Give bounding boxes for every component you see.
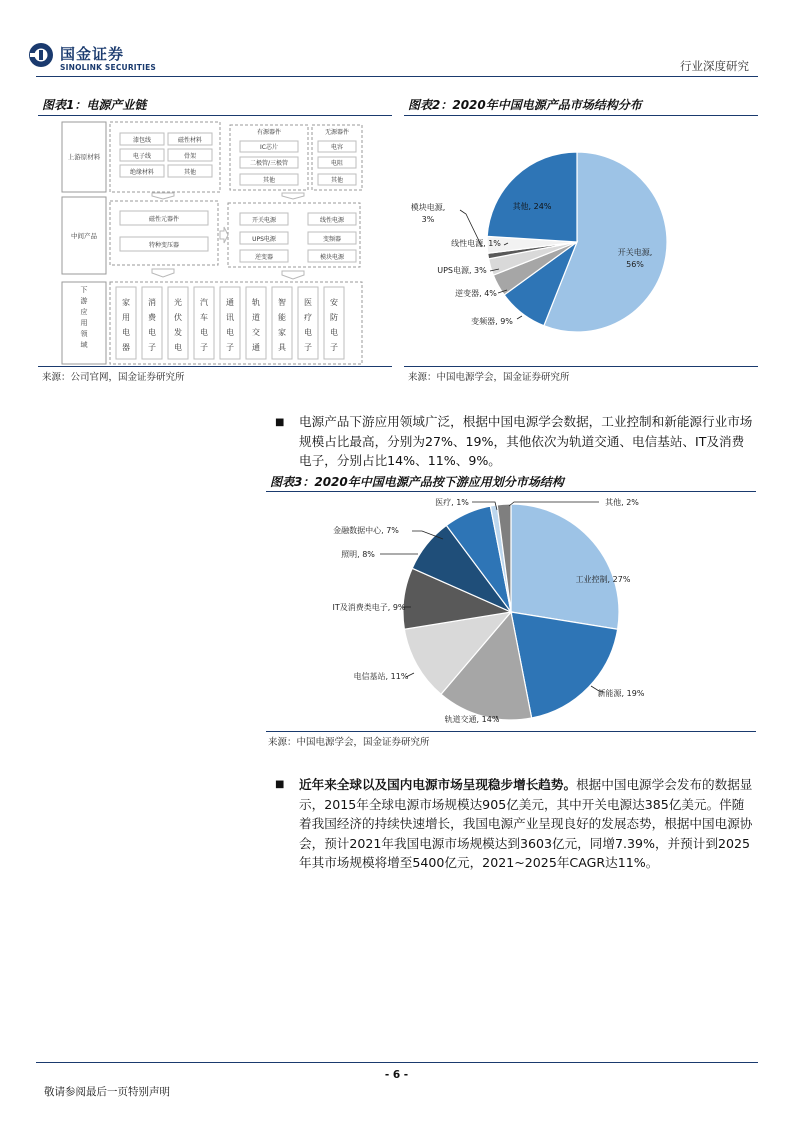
pie-label-switching: 56% bbox=[626, 260, 644, 269]
downstream-char: 智 bbox=[278, 298, 286, 307]
footer-rule bbox=[36, 1062, 758, 1063]
pie-label-telecom: 电信基站, 11% bbox=[353, 672, 409, 681]
pie-label-medical: 医疗, 1% bbox=[435, 498, 469, 507]
pie-slice-industrial-control bbox=[511, 504, 619, 629]
pie-slice-other bbox=[487, 152, 577, 242]
figure2-title: 图表2：2020年中国电源产品市场结构分布 bbox=[408, 98, 642, 112]
pie-label-new-energy: 新能源, 19% bbox=[597, 689, 645, 698]
figure1-source: 来源：公司官网，国金证券研究所 bbox=[42, 372, 185, 383]
pie-label-rail-transit: 轨道交通, 14% bbox=[444, 715, 500, 724]
downstream-char: 通 bbox=[226, 298, 234, 307]
pie-label-lighting: 照明, 8% bbox=[341, 550, 375, 559]
downstream-char: 费 bbox=[148, 313, 156, 322]
downstream-char: 光 bbox=[174, 298, 182, 307]
downstream-char: 电 bbox=[200, 328, 208, 337]
figure3-title-rule bbox=[266, 491, 756, 492]
pie-label-industrial-control: 工业控制, 27% bbox=[575, 575, 631, 584]
active-diode: 二极管/三极管 bbox=[249, 160, 289, 167]
pie-label-ups: UPS电源, 3% bbox=[437, 266, 487, 275]
upstream-label: 上游原材料 bbox=[67, 153, 101, 161]
pie-label-it-consumer: IT及消费类电子, 9% bbox=[332, 603, 406, 612]
midstream-label: 中间产品 bbox=[71, 232, 97, 240]
mid-inverter-freq: 变频器 bbox=[322, 236, 342, 243]
downstream-char: 发 bbox=[174, 328, 182, 337]
downstream-char: 安 bbox=[330, 298, 338, 307]
downstream-char: 通 bbox=[252, 343, 260, 352]
svg-text:用: 用 bbox=[80, 319, 88, 327]
downstream-char: 伏 bbox=[174, 313, 182, 322]
downstream-char: 家 bbox=[122, 298, 130, 307]
bullet-2: ■ bbox=[275, 779, 285, 790]
material-magnetic: 磁性材料 bbox=[177, 137, 203, 144]
downstream-char: 用 bbox=[122, 313, 130, 322]
passive-resistor: 电阻 bbox=[330, 160, 344, 167]
mid-special-transformer: 特种变压器 bbox=[148, 242, 180, 249]
downstream-char: 交 bbox=[252, 328, 260, 337]
downstream-char: 具 bbox=[278, 343, 286, 352]
svg-text:游: 游 bbox=[80, 297, 88, 305]
downstream-char: 医 bbox=[304, 298, 312, 307]
downstream-char: 电 bbox=[148, 328, 156, 337]
svg-text:下: 下 bbox=[80, 286, 88, 294]
figure2-source: 来源：中国电源学会，国金证券研究所 bbox=[408, 372, 570, 383]
paragraph-2 bbox=[299, 775, 753, 873]
downstream-char: 车 bbox=[200, 313, 208, 322]
downstream-char: 防 bbox=[330, 313, 338, 322]
downstream-char: 子 bbox=[330, 343, 338, 352]
paragraph-2-lead: 近年来全球以及国内电源市场呈现稳步增长趋势。 bbox=[299, 777, 577, 792]
sinolink-logo-icon bbox=[28, 42, 54, 68]
active-title: 有源器件 bbox=[256, 129, 282, 136]
document-type: 行业深度研究 bbox=[680, 59, 749, 73]
pie-label-other: 其他, 24% bbox=[512, 202, 552, 211]
page-number: - 6 - bbox=[384, 1069, 409, 1081]
downstream-application-pie-chart bbox=[266, 494, 756, 730]
downstream-char: 子 bbox=[226, 343, 234, 352]
downstream-char: 轨 bbox=[252, 298, 260, 307]
material-bobbin: 骨架 bbox=[183, 153, 197, 160]
pie-label-switching: 开关电源, bbox=[617, 248, 653, 257]
mid-magnetic-components: 磁性元器件 bbox=[148, 216, 180, 223]
mid-module-power: 模块电源 bbox=[319, 254, 345, 261]
downstream-char: 消 bbox=[148, 298, 156, 307]
figure2-bottom-rule bbox=[404, 366, 758, 367]
downstream-char: 能 bbox=[278, 313, 286, 322]
header-rule bbox=[36, 76, 758, 77]
downstream-char: 讯 bbox=[226, 313, 234, 322]
material-insulation: 绝缘材料 bbox=[129, 169, 155, 176]
paragraph-2-body: 根据中国电源学会发布的数据显示，2015年全球电源市场规模达905亿美元，其中开关电源达385亿美元。伴随着我国经济的持续快速增长，我国电源产业呈现良好的发展态势，根据中国电源协会，预计2021年我国电源市场规模达到3603亿元，同增7.39%，并预计到2025年其市场规模将增至5400亿元，2021~2025年CAGR达11%。 bbox=[299, 777, 753, 870]
downstream-char: 子 bbox=[304, 343, 312, 352]
active-ic: IC芯片 bbox=[260, 144, 278, 151]
mid-linear-power: 线性电源 bbox=[319, 217, 345, 224]
downstream-char: 电 bbox=[226, 328, 234, 337]
logo-text-en: SINOLINK SECURITIES bbox=[60, 63, 157, 72]
pie-label-inverter-freq: 变频器, 9% bbox=[471, 317, 513, 326]
figure3-title: 图表3：2020年中国电源产品按下游应用划分市场结构 bbox=[270, 475, 564, 489]
mid-inverter: 逆变器 bbox=[254, 254, 274, 261]
bullet-1: ■ bbox=[275, 417, 285, 428]
downstream-char: 电 bbox=[174, 343, 182, 352]
pie-leader-line-inverter-freq bbox=[517, 316, 522, 319]
downstream-char: 汽 bbox=[200, 298, 208, 307]
power-product-pie-chart bbox=[404, 118, 758, 364]
passive-capacitor: 电容 bbox=[330, 144, 344, 151]
active-other: 其他 bbox=[262, 177, 276, 184]
svg-text:领: 领 bbox=[80, 330, 88, 338]
passive-title: 无源器件 bbox=[324, 129, 350, 136]
industry-chain-diagram bbox=[60, 119, 380, 365]
pie-label-linear: 线性电源, 1% bbox=[451, 239, 501, 248]
material-enameled-wire: 漆包线 bbox=[132, 137, 152, 144]
svg-text:应: 应 bbox=[80, 308, 88, 316]
material-other: 其他 bbox=[183, 169, 197, 176]
logo-text-cn: 国金证券 bbox=[60, 45, 125, 63]
paragraph-1: 电源产品下游应用领域广泛，根据中国电源学会数据，工业控制和新能源行业市场规模占比最高，分别为27%、19%，其他依次为轨道交通、电信基站、IT及消费电子，分别占比14%、11%、9%。 bbox=[299, 414, 753, 468]
figure3-bottom-rule bbox=[266, 731, 756, 732]
downstream-char: 器 bbox=[122, 343, 130, 352]
svg-text:域: 域 bbox=[80, 341, 88, 349]
downstream-char: 疗 bbox=[304, 313, 312, 322]
pie-label-inverter: 逆变器, 4% bbox=[455, 289, 497, 298]
pie-label-other: 其他, 2% bbox=[605, 498, 639, 507]
disclaimer-note: 敬请参阅最后一页特别声明 bbox=[44, 1086, 170, 1098]
downstream-char: 子 bbox=[148, 343, 156, 352]
figure2-title-rule bbox=[404, 115, 758, 116]
passive-other: 其他 bbox=[330, 177, 344, 184]
figure1-bottom-rule bbox=[38, 366, 392, 367]
figure1-title: 图表1：电源产业链 bbox=[42, 98, 147, 112]
downstream-char: 道 bbox=[252, 313, 260, 322]
pie-label-finance-datacenter: 金融数据中心, 7% bbox=[333, 526, 399, 535]
figure1-title-rule bbox=[38, 115, 392, 116]
downstream-char: 电 bbox=[330, 328, 338, 337]
pie-label-module: 3% bbox=[421, 215, 435, 224]
downstream-char: 子 bbox=[200, 343, 208, 352]
downstream-char: 电 bbox=[122, 328, 130, 337]
mid-switching-power: 开关电源 bbox=[251, 217, 277, 224]
downstream-char: 电 bbox=[304, 328, 312, 337]
material-wire: 电子线 bbox=[132, 153, 152, 160]
mid-ups: UPS电源 bbox=[252, 236, 276, 243]
downstream-char: 家 bbox=[278, 328, 286, 337]
pie-label-module: 模块电源, bbox=[410, 203, 446, 212]
figure3-source: 来源：中国电源学会，国金证券研究所 bbox=[268, 737, 430, 748]
